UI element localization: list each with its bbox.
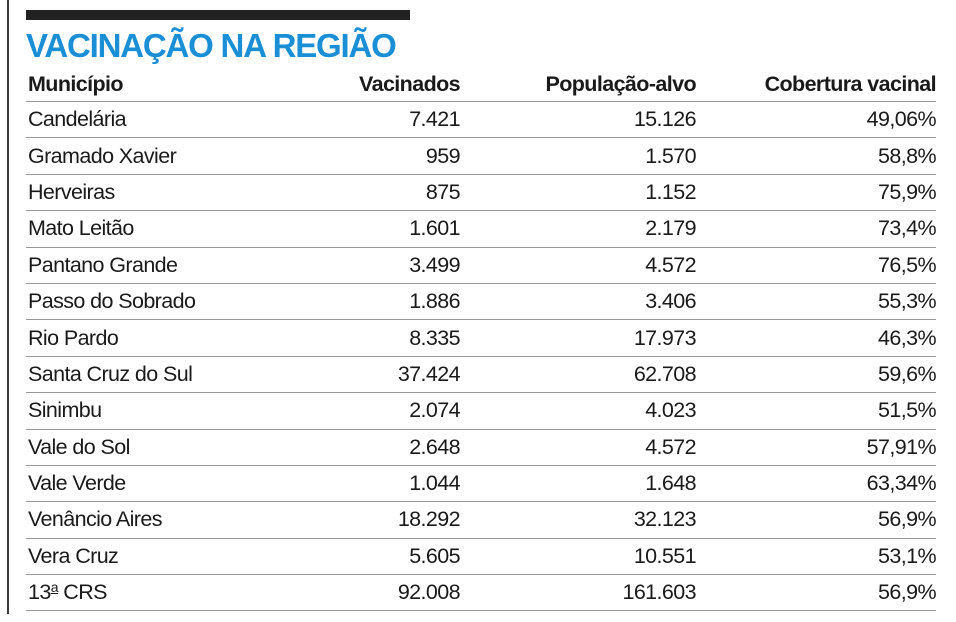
top-bar: [26, 10, 410, 20]
cell-cobertura: 63,34%: [866, 471, 936, 496]
cell-municipio: Vale Verde: [28, 471, 126, 496]
cell-cobertura: 51,5%: [878, 398, 936, 423]
cell-municipio: Rio Pardo: [28, 325, 119, 350]
table-row: [26, 248, 936, 284]
table-row: [26, 211, 936, 247]
cell-vacinados: 8.335: [409, 325, 460, 350]
cell-municipio: Herveiras: [28, 179, 115, 204]
cell-populacao: 4.572: [645, 252, 696, 277]
cell-municipio: Vera Cruz: [28, 543, 119, 568]
cell-municipio: Gramado Xavier: [28, 143, 177, 168]
page-title: VACINAÇÃO NA REGIÃO: [26, 27, 396, 64]
cell-municipio: Pantano Grande: [28, 252, 178, 277]
header-municipio: Município: [28, 72, 123, 96]
header-populacao: População-alvo: [545, 72, 696, 96]
cell-vacinados: 3.499: [409, 252, 460, 277]
cell-populacao: 1.648: [645, 471, 696, 496]
cell-cobertura: 56,9%: [878, 507, 936, 532]
cell-populacao: 17.973: [633, 325, 696, 350]
total-label-superscript: a: [50, 579, 58, 596]
cell-cobertura: 55,3%: [878, 289, 936, 314]
cell-vacinados: 1.886: [409, 289, 460, 314]
total-cobertura: 56,9%: [878, 580, 936, 605]
cell-vacinados: 2.648: [409, 434, 460, 459]
cell-vacinados: 18.292: [397, 507, 460, 532]
cell-populacao: 1.152: [645, 179, 696, 204]
table-row: [26, 430, 936, 466]
cell-populacao: 4.023: [645, 398, 696, 423]
table-row: [26, 539, 936, 575]
left-rule: [7, 0, 9, 614]
table-row: [26, 466, 936, 502]
cell-cobertura: 58,8%: [878, 143, 936, 168]
table-total-row: [26, 575, 936, 611]
table-row: [26, 502, 936, 538]
table-header-row: [26, 68, 936, 102]
cell-municipio: Mato Leitão: [28, 216, 134, 241]
total-label-suffix: CRS: [57, 580, 107, 605]
cell-populacao: 2.179: [645, 216, 696, 241]
cell-cobertura: 75,9%: [878, 179, 936, 204]
table-row: [26, 357, 936, 393]
header-vacinados: Vacinados: [359, 72, 460, 96]
table-row: [26, 102, 936, 138]
cell-vacinados: 1.044: [409, 471, 460, 496]
table-row: [26, 393, 936, 429]
cell-vacinados: 959: [425, 143, 460, 168]
cell-vacinados: 875: [425, 179, 460, 204]
cell-populacao: 10.551: [633, 543, 696, 568]
total-label: [26, 580, 358, 605]
total-label-prefix: 13: [28, 580, 51, 605]
cell-cobertura: 46,3%: [878, 325, 936, 350]
total-populacao: 161.603: [622, 580, 696, 605]
cell-cobertura: 73,4%: [878, 216, 936, 241]
cell-vacinados: 5.605: [409, 543, 460, 568]
cell-municipio: Passo do Sobrado: [28, 289, 196, 314]
cell-cobertura: 59,6%: [878, 361, 936, 386]
table-body: [26, 102, 936, 575]
cell-municipio: Santa Cruz do Sul: [28, 361, 193, 386]
cell-populacao: 1.570: [645, 143, 696, 168]
cell-vacinados: 7.421: [409, 107, 460, 132]
vaccination-table: [26, 68, 936, 611]
total-vacinados: 92.008: [397, 580, 460, 605]
cell-vacinados: 2.074: [409, 398, 460, 423]
cell-vacinados: 37.424: [397, 361, 460, 386]
cell-vacinados: 1.601: [409, 216, 460, 241]
table-row: [26, 284, 936, 320]
cell-populacao: 15.126: [633, 107, 696, 132]
cell-municipio: Candelária: [28, 107, 126, 132]
cell-populacao: 62.708: [633, 361, 696, 386]
cell-populacao: 3.406: [645, 289, 696, 314]
header-cobertura: Cobertura vacinal: [764, 72, 936, 96]
cell-populacao: 4.572: [645, 434, 696, 459]
table-row: [26, 320, 936, 356]
table-row: [26, 138, 936, 174]
table-row: [26, 175, 936, 211]
cell-populacao: 32.123: [633, 507, 696, 532]
cell-cobertura: 76,5%: [878, 252, 936, 277]
cell-cobertura: 53,1%: [878, 543, 936, 568]
cell-cobertura: 57,91%: [866, 434, 936, 459]
cell-cobertura: 49,06%: [866, 107, 936, 132]
cell-municipio: Vale do Sol: [28, 434, 130, 459]
cell-municipio: Venâncio Aires: [28, 507, 162, 532]
cell-municipio: Sinimbu: [28, 398, 102, 423]
